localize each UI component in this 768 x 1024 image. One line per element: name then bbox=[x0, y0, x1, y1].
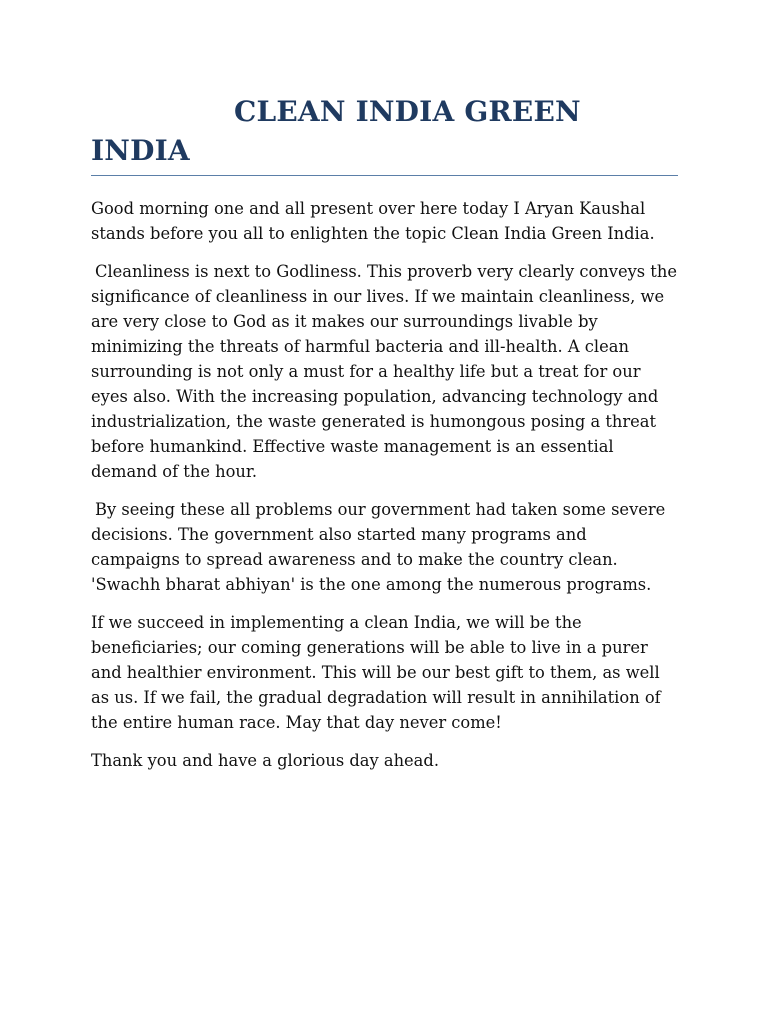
paragraph-greeting: Good morning one and all present over here today I Aryan Kaushal stands before you all to enlighten the topic Clean India Green India. bbox=[91, 199, 655, 243]
paragraph-closing: Thank you and have a glorious day ahead. bbox=[91, 751, 439, 770]
document-body bbox=[91, 196, 679, 786]
paragraph-government: By seeing these all problems our government had taken some severe decisions. The government also started many programs and campaigns to spread awareness and to make the country clean. 'Swachh bharat abhiyan' is the one among the numerous programs. bbox=[91, 500, 666, 594]
title-line-1: CLEAN INDIA GREEN bbox=[234, 95, 581, 128]
paragraph-benefits: If we succeed in implementing a clean India, we will be the beneficiaries; our coming generations will be able to live in a purer and healthier environment. This will be our best gift to them, as well as us. If we fail, the gradual degradation will result in annihilation of the entire human race. May that day never come! bbox=[91, 613, 661, 732]
document-title bbox=[91, 92, 678, 170]
title-line-2: INDIA bbox=[91, 134, 190, 167]
title-underline-divider bbox=[91, 175, 678, 176]
paragraph-cleanliness: Cleanliness is next to Godliness. This proverb very clearly conveys the significance of cleanliness in our lives. If we maintain cleanliness, we are very close to God as it makes our surroundings livable by minimizing the threats of harmful bacteria and ill-health. A clean surrounding is not only a must for a healthy life but a treat for our eyes also. With the increasing population, advancing technology and industrialization, the waste generated is humongous posing a threat before humankind. Effective waste management is an essential demand of the hour. bbox=[91, 262, 677, 481]
